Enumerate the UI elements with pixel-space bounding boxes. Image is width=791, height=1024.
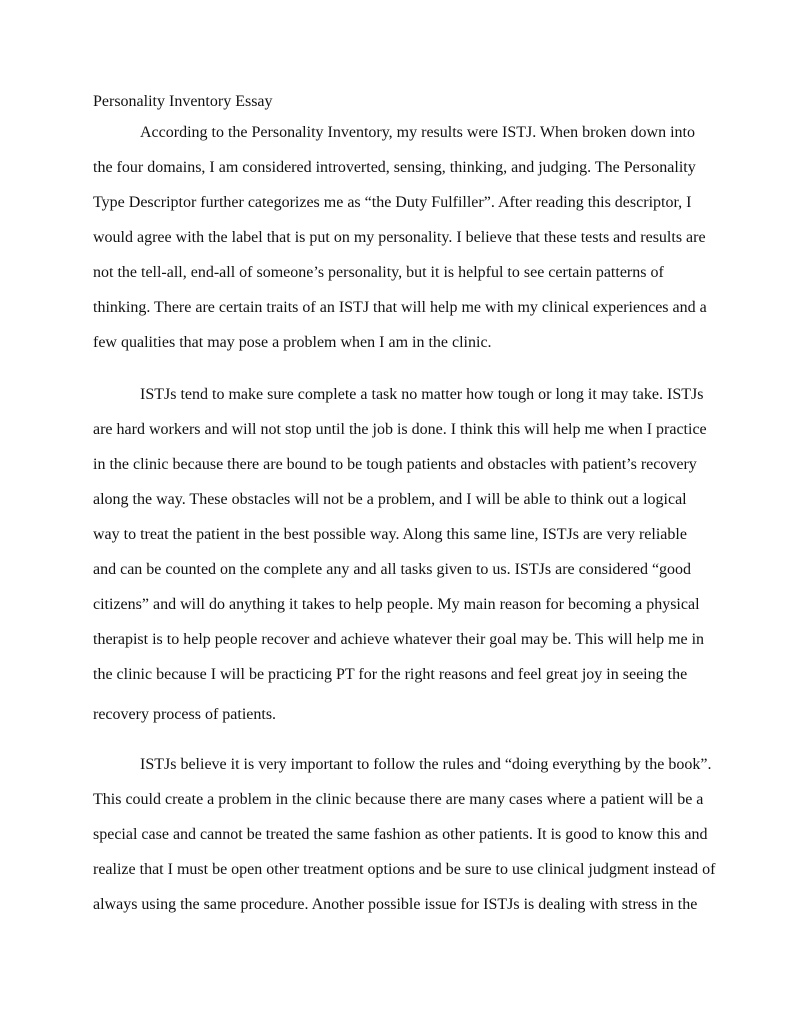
text-line: ISTJs believe it is very important to follow the rules and “doing everything by the book”. [140,756,712,773]
text-line: citizens” and will do anything it takes to help people. My main reason for becoming a physical [93,596,700,613]
text-line: in the clinic because there are bound to be tough patients and obstacles with patient’s recovery [93,456,697,473]
text-line: This could create a problem in the clinic because there are many cases where a patient will be a [93,791,704,808]
essay-title: Personality Inventory Essay [93,93,273,110]
text-line: thinking. There are certain traits of an ISTJ that will help me with my clinical experiences and a [93,299,707,316]
text-line: special case and cannot be treated the same fashion as other patients. It is good to know this and [93,826,708,843]
text-line: are hard workers and will not stop until the job is done. I think this will help me when I practice [93,421,707,438]
text-line: way to treat the patient in the best possible way. Along this same line, ISTJs are very reliable [93,526,687,543]
text-line: along the way. These obstacles will not be a problem, and I will be able to think out a logical [93,491,687,508]
text-line: According to the Personality Inventory, my results were ISTJ. When broken down into [140,124,695,141]
text-line: the four domains, I am considered introverted, sensing, thinking, and judging. The Personality [93,159,696,176]
text-line: the clinic because I will be practicing PT for the right reasons and feel great joy in seeing the [93,666,688,683]
text-line: always using the same procedure. Another possible issue for ISTJs is dealing with stress in the [93,896,698,913]
text-line: ISTJs tend to make sure complete a task no matter how tough or long it may take. ISTJs [140,386,704,403]
text-line: realize that I must be open other treatment options and be sure to use clinical judgment instead of [93,861,716,878]
text-line: and can be counted on the complete any and all tasks given to us. ISTJs are considered “good [93,561,692,578]
text-line: Type Descriptor further categorizes me as “the Duty Fulfiller”. After reading this descriptor, I [93,194,692,211]
text-line: not the tell-all, end-all of someone’s personality, but it is helpful to see certain patterns of [93,264,664,281]
text-line: would agree with the label that is put on my personality. I believe that these tests and results are [93,229,706,246]
text-line: recovery process of patients. [93,706,277,723]
text-line: therapist is to help people recover and achieve whatever their goal may be. This will help me in [93,631,705,648]
text-line: few qualities that may pose a problem when I am in the clinic. [93,334,492,351]
